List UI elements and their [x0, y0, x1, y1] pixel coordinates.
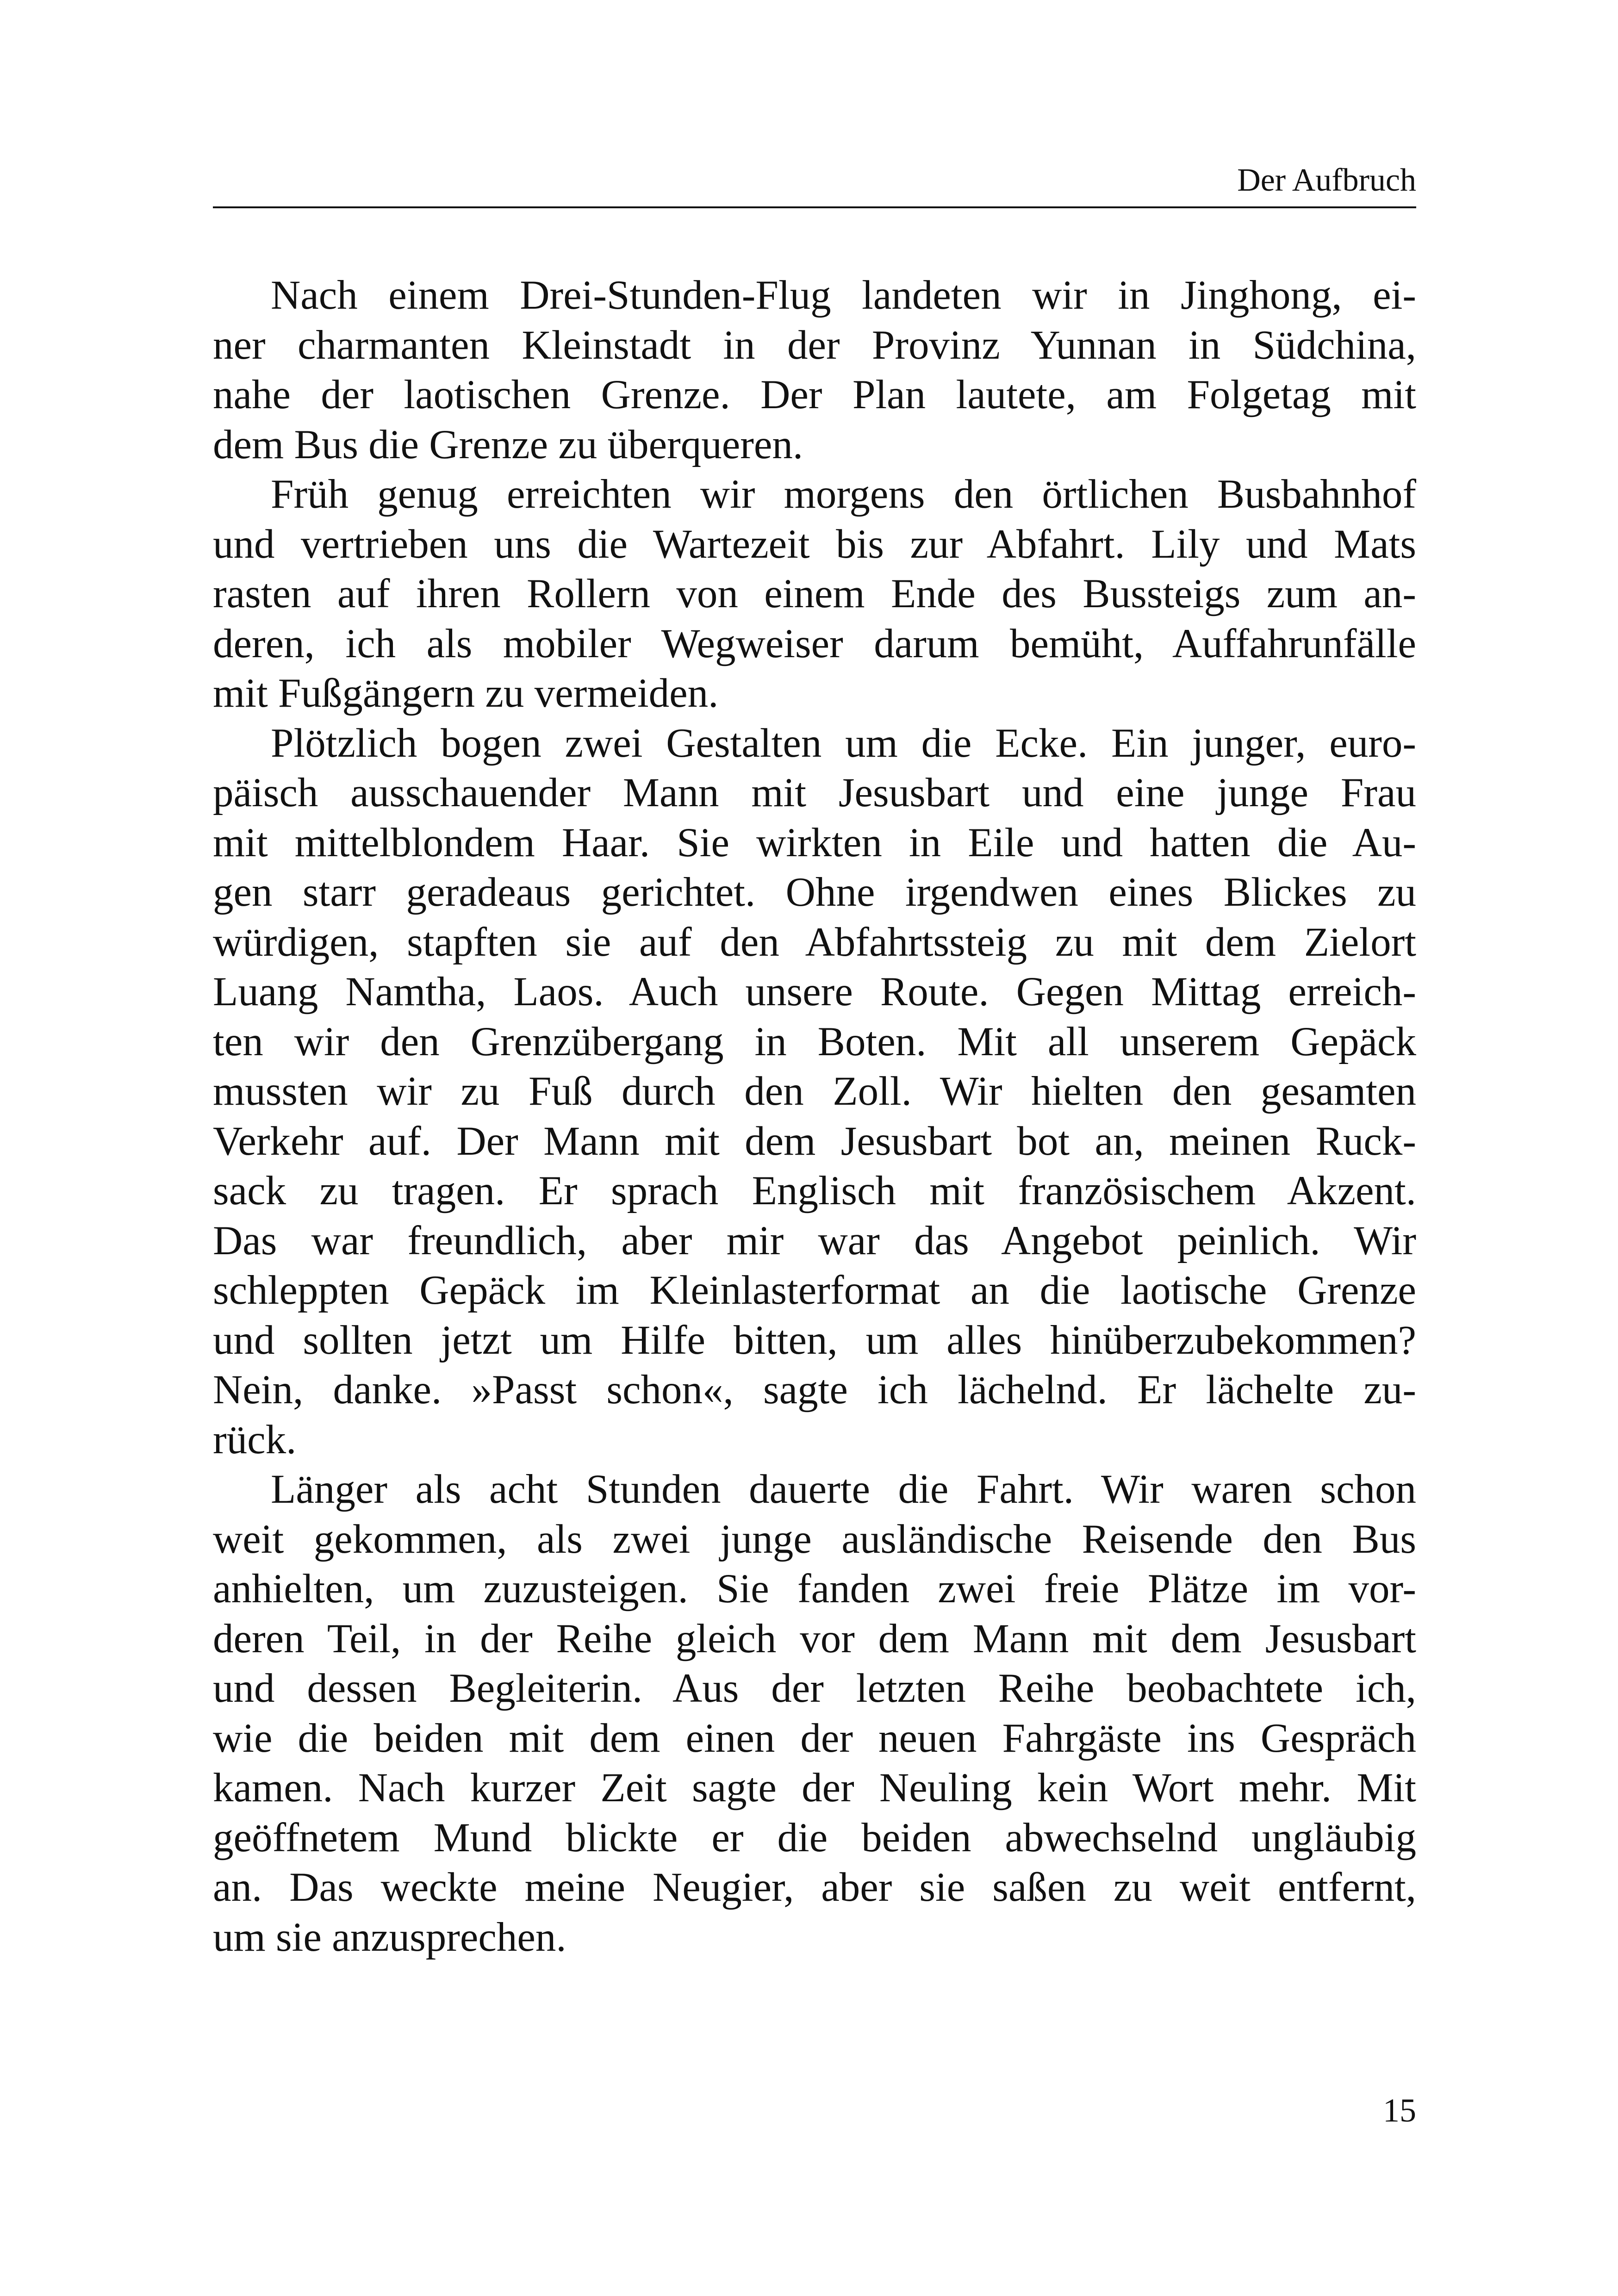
- text-line: mit mittelblondem Haar. Sie wirkten in Eile und hatten die Au-: [213, 820, 1416, 865]
- text-line: Früh genug erreichten wir morgens den örtlichen Busbahnhof: [271, 472, 1416, 517]
- text-line: gen starr geradeaus gerichtet. Ohne irgendwen eines Blickes zu: [213, 870, 1416, 915]
- text-line: um sie anzusprechen.: [213, 1914, 566, 1960]
- paragraph: [213, 470, 1416, 719]
- text-line: Nach einem Drei-Stunden-Flug landeten wir in Jinghong, ei-: [271, 273, 1416, 318]
- text-line: anhielten, um zuzusteigen. Sie fanden zwei freie Plätze im vor-: [213, 1566, 1416, 1612]
- text-line: Verkehr auf. Der Mann mit dem Jesusbart bot an, meinen Ruck-: [213, 1118, 1416, 1164]
- text-line: schleppten Gepäck im Kleinlasterformat an die laotische Grenze: [213, 1268, 1416, 1313]
- header-rule: [213, 206, 1416, 208]
- text-line: deren, ich als mobiler Wegweiser darum bemüht, Auffahrunfälle: [213, 621, 1416, 666]
- paragraph: [213, 719, 1416, 1465]
- text-line: mit Fußgängern zu vermeiden.: [213, 671, 719, 716]
- text-line: und dessen Begleiterin. Aus der letzten Reihe beobachtete ich,: [213, 1666, 1416, 1711]
- text-line: dem Bus die Grenze zu überqueren.: [213, 422, 803, 467]
- text-line: Luang Namtha, Laos. Auch unsere Route. Gegen Mittag erreich-: [213, 969, 1416, 1014]
- text-line: Länger als acht Stunden dauerte die Fahrt. Wir waren schon: [271, 1467, 1416, 1512]
- text-line: rasten auf ihren Rollern von einem Ende des Bussteigs zum an-: [213, 571, 1416, 616]
- text-line: und sollten jetzt um Hilfe bitten, um alles hinüberzubekommen?: [213, 1317, 1416, 1363]
- text-line: und vertrieben uns die Wartezeit bis zur Abfahrt. Lily und Mats: [213, 521, 1416, 567]
- running-head-title: Der Aufbruch: [1237, 162, 1416, 198]
- text-line: an. Das weckte meine Neugier, aber sie saßen zu weit entfernt,: [213, 1865, 1416, 1910]
- text-line: päisch ausschauender Mann mit Jesusbart und eine junge Frau: [213, 770, 1416, 815]
- page-number: 15: [1383, 2092, 1416, 2129]
- text-line: nahe der laotischen Grenze. Der Plan lautete, am Folgetag mit: [213, 372, 1416, 417]
- text-line: würdigen, stapften sie auf den Abfahrtssteig zu mit dem Zielort: [213, 919, 1416, 965]
- text-line: mussten wir zu Fuß durch den Zoll. Wir hielten den gesamten: [213, 1069, 1416, 1114]
- paragraph: [213, 1465, 1416, 1962]
- body-text: [213, 271, 1416, 1962]
- text-line: ten wir den Grenzübergang in Boten. Mit all unserem Gepäck: [213, 1019, 1416, 1064]
- text-line: weit gekommen, als zwei junge ausländische Reisende den Bus: [213, 1516, 1416, 1562]
- text-line: geöffnetem Mund blickte er die beiden abwechselnd ungläubig: [213, 1815, 1416, 1860]
- text-line: ner charmanten Kleinstadt in der Provinz Yunnan in Südchina,: [213, 322, 1416, 368]
- text-line: kamen. Nach kurzer Zeit sagte der Neuling kein Wort mehr. Mit: [213, 1765, 1416, 1811]
- text-line: deren Teil, in der Reihe gleich vor dem Mann mit dem Jesusbart: [213, 1616, 1416, 1661]
- text-line: sack zu tragen. Er sprach Englisch mit französischem Akzent.: [213, 1168, 1416, 1213]
- text-line: Das war freundlich, aber mir war das Angebot peinlich. Wir: [213, 1218, 1416, 1263]
- text-line: Plötzlich bogen zwei Gestalten um die Ecke. Ein junger, euro-: [271, 720, 1416, 766]
- text-line: wie die beiden mit dem einen der neuen Fahrgäste ins Gespräch: [213, 1715, 1416, 1761]
- text-line: Nein, danke. »Passt schon«, sagte ich lächelnd. Er lächelte zu-: [213, 1367, 1416, 1412]
- text-line: rück.: [213, 1417, 297, 1462]
- paragraph: [213, 271, 1416, 470]
